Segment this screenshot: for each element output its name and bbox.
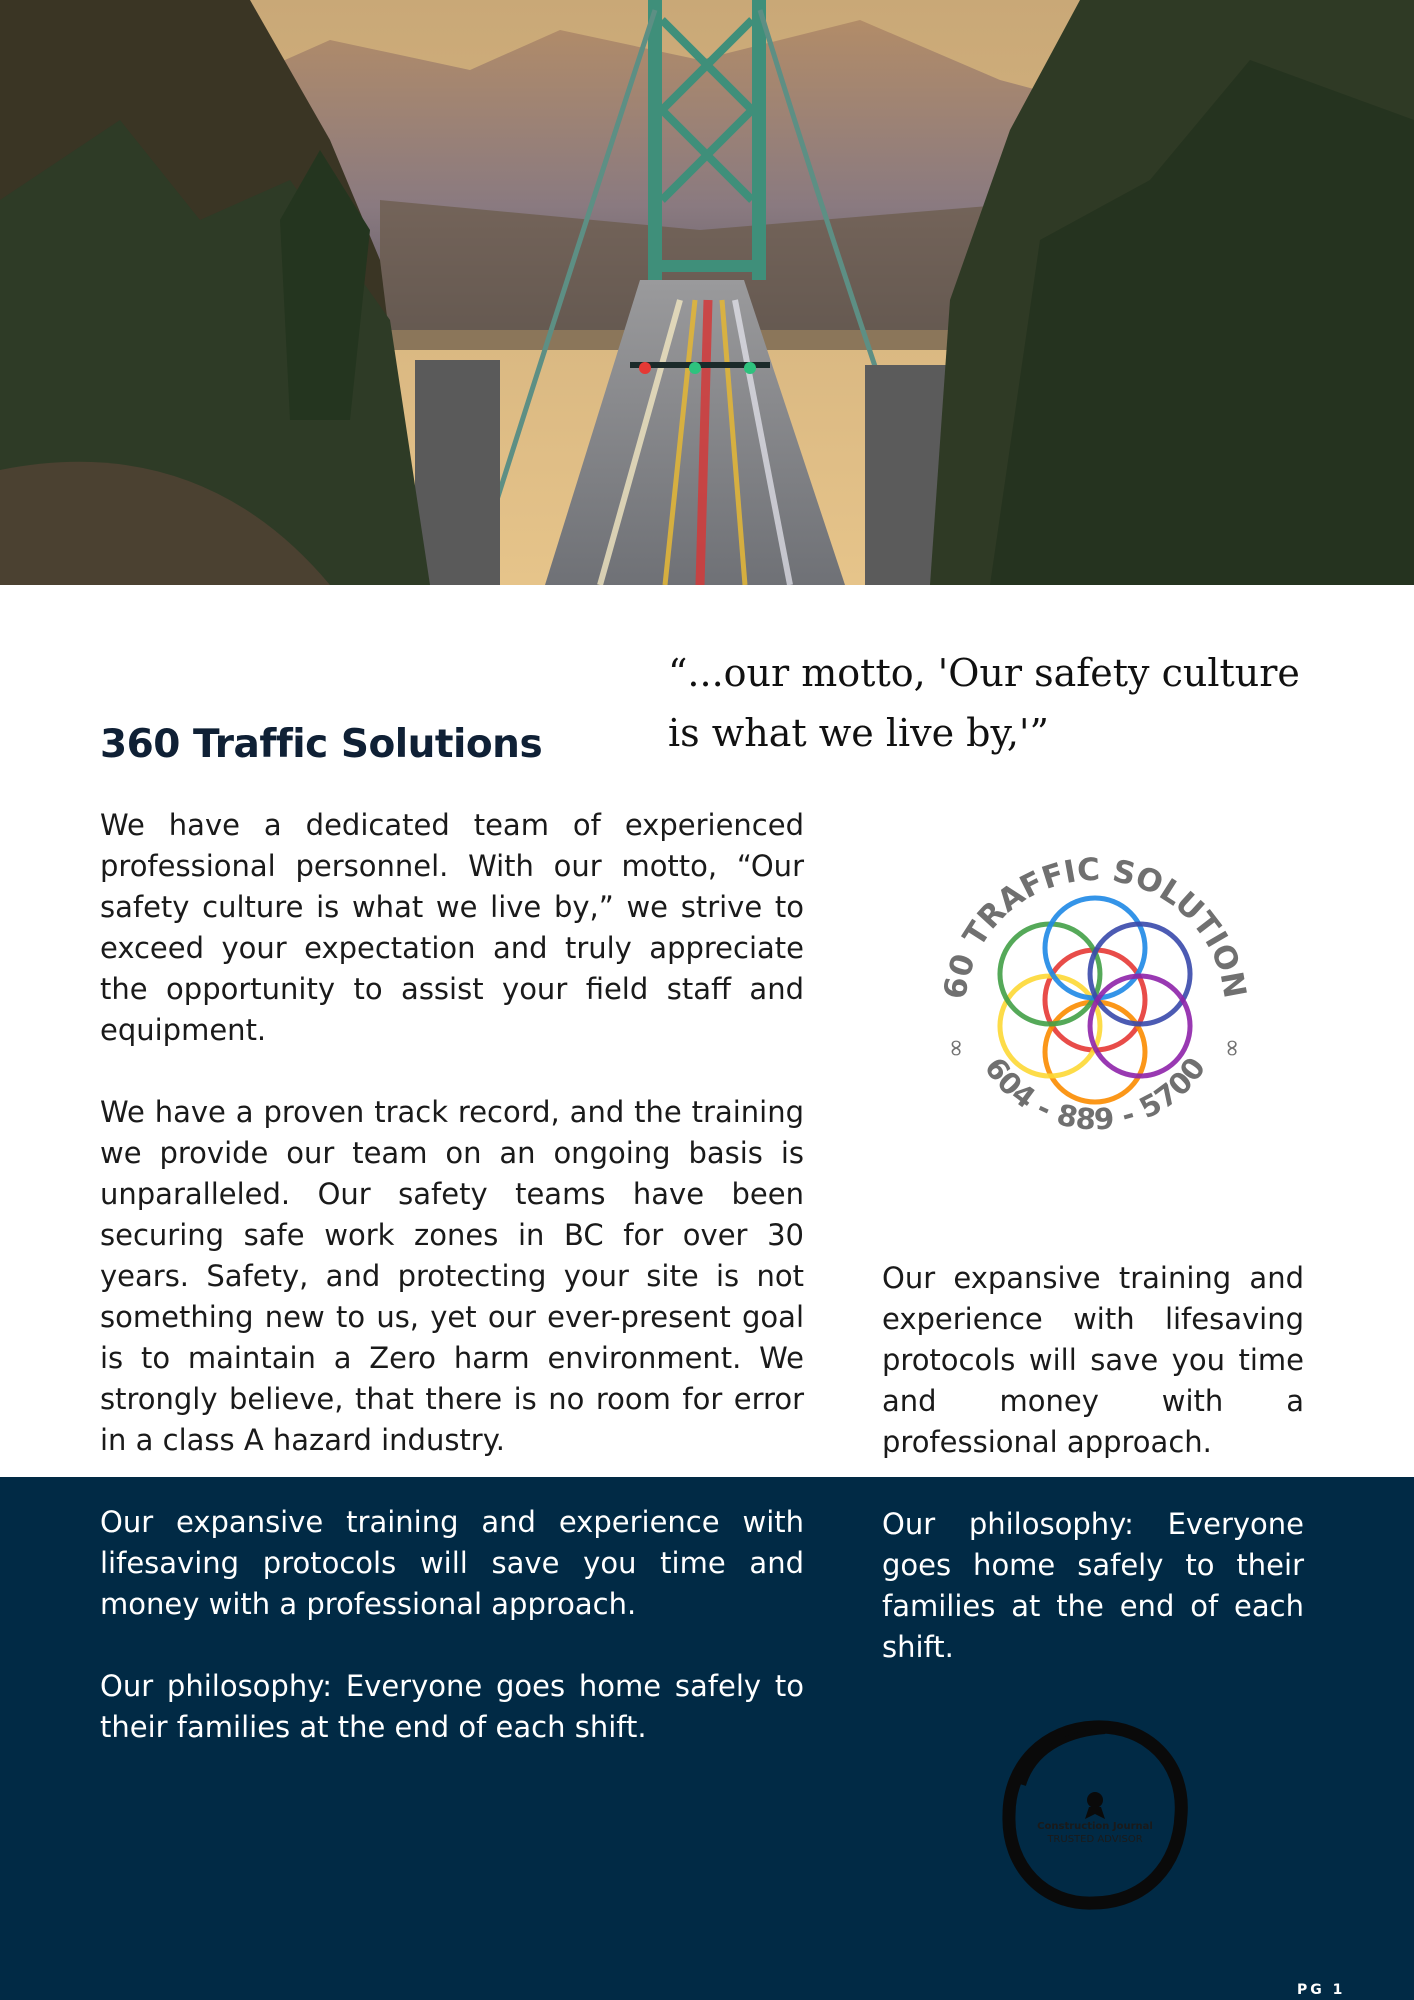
hero-photo — [0, 0, 1414, 585]
seal-line-2: TRUSTED ADVISOR — [1047, 1834, 1143, 1845]
pull-quote: “...our motto, 'Our safety culture is what we live by,'” — [668, 651, 1300, 755]
intro-paragraph: We have a dedicated team of experienced professional personnel. With our motto, “Our safety culture is what we live by,” we strive to exceed your expectation and truly appreciate the opportunity to assist your field staff and equipment. — [100, 808, 804, 1047]
left-pylon — [415, 360, 500, 585]
svg-text:∞: ∞ — [943, 1038, 971, 1058]
award-icon — [1087, 1792, 1103, 1808]
trusted-advisor-seal — [995, 1715, 1195, 1915]
track-record-paragraph: We have a proven track record, and the training we provide our team on an ongoing basis is unparalleled. Our safety teams have been securing safe work zones in BC for over 30 years. Safety, and protecting your site is not something new to us, yet our ever-present goal is to maintain a Zero harm environment. We strongly believe, that there is no room for error in a class A hazard industry. — [100, 1095, 804, 1457]
logo-phone-text: 604 - 889 - 5700 — [977, 1051, 1213, 1137]
sidebar-training-paragraph: Our expansive training and experience with lifesaving protocols will save you time and money with a professional approach. — [882, 1261, 1304, 1459]
band-training-paragraph: Our expansive training and experience with lifesaving protocols will save you time and money with a professional approach. — [100, 1505, 804, 1621]
svg-text:∞: ∞ — [1219, 1038, 1247, 1058]
company-logo — [920, 830, 1270, 1160]
band-sidebar-philosophy: Our philosophy: Everyone goes home safely to their families at the end of each shift. — [882, 1507, 1304, 1664]
page-number: PG 1 — [1297, 1982, 1346, 1998]
company-title: 360 Traffic Solutions — [100, 722, 543, 767]
logo-top-text: 60 TRAFFIC SOLUTION — [937, 851, 1253, 1002]
band-philosophy-paragraph: Our philosophy: Everyone goes home safely to their families at the end of each shift. — [100, 1669, 804, 1744]
seal-line-1: Construction Journal — [1037, 1821, 1153, 1832]
